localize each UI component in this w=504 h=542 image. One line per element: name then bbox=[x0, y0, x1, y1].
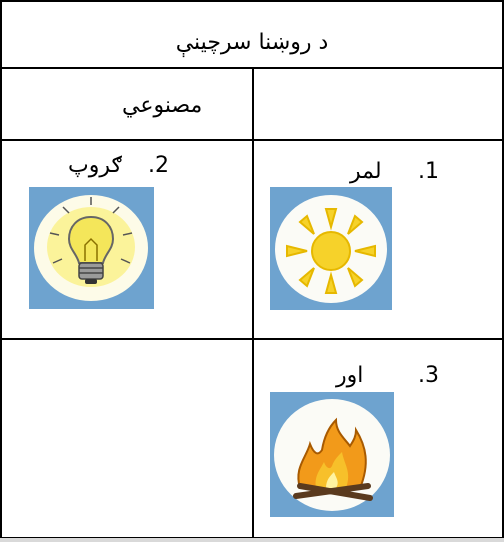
lightbulb-icon bbox=[29, 187, 154, 309]
header-artificial-label: مصنوعي bbox=[122, 93, 203, 118]
sun-icon bbox=[270, 187, 392, 310]
item-number: .2 bbox=[148, 153, 169, 178]
table-border-left bbox=[0, 0, 2, 540]
item-label: ګروپ bbox=[68, 153, 122, 178]
item-number: .3 bbox=[418, 363, 439, 388]
table-title-cell bbox=[0, 0, 504, 68]
item-label: اور bbox=[336, 363, 364, 388]
fire-icon bbox=[270, 392, 394, 517]
table-title: د روښنا سرچینې bbox=[175, 30, 329, 55]
column-divider bbox=[252, 68, 254, 538]
item-label: لمر bbox=[350, 159, 382, 184]
page-bottom-strip bbox=[0, 538, 504, 542]
item-number: .1 bbox=[418, 159, 439, 184]
